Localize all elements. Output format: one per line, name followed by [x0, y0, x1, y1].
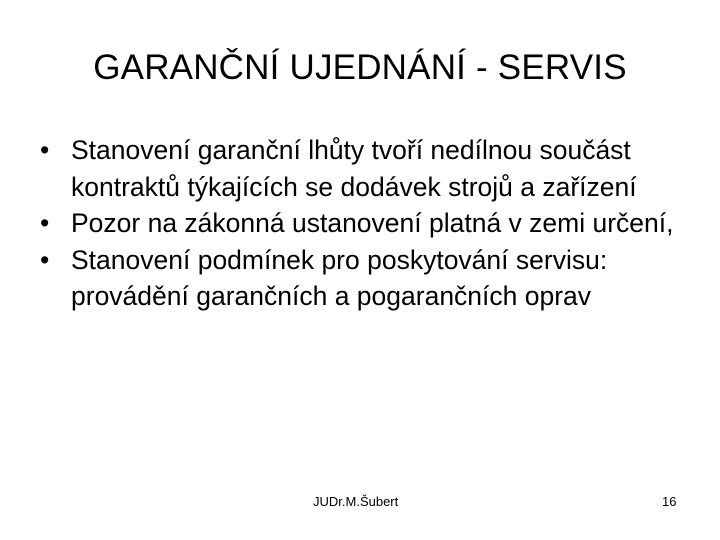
bullet-icon: • — [40, 244, 50, 275]
footer-author: JUDr.M.Šubert — [313, 494, 399, 509]
bullet-list — [40, 132, 680, 315]
bullet-text: Stanovení garanční lhůty tvoří nedílnou součást kontraktů týkajících se dodávek strojů a zařízení — [71, 135, 637, 202]
page-number: 16 — [662, 494, 677, 509]
bullet-item — [40, 205, 680, 242]
bullet-item — [40, 242, 680, 315]
slide-title: GARANČNÍ UJEDNÁNÍ - SERVIS — [93, 48, 627, 87]
bullet-icon: • — [40, 208, 50, 238]
bullet-text: Pozor na zákonná ustanovení platná v zemi určení, — [71, 208, 674, 238]
bullet-text: Stanovení podmínek pro poskytování servisu: provádění garančních a pogarančních oprav — [71, 244, 608, 311]
bullet-icon: • — [40, 135, 50, 165]
bullet-item — [40, 132, 680, 205]
